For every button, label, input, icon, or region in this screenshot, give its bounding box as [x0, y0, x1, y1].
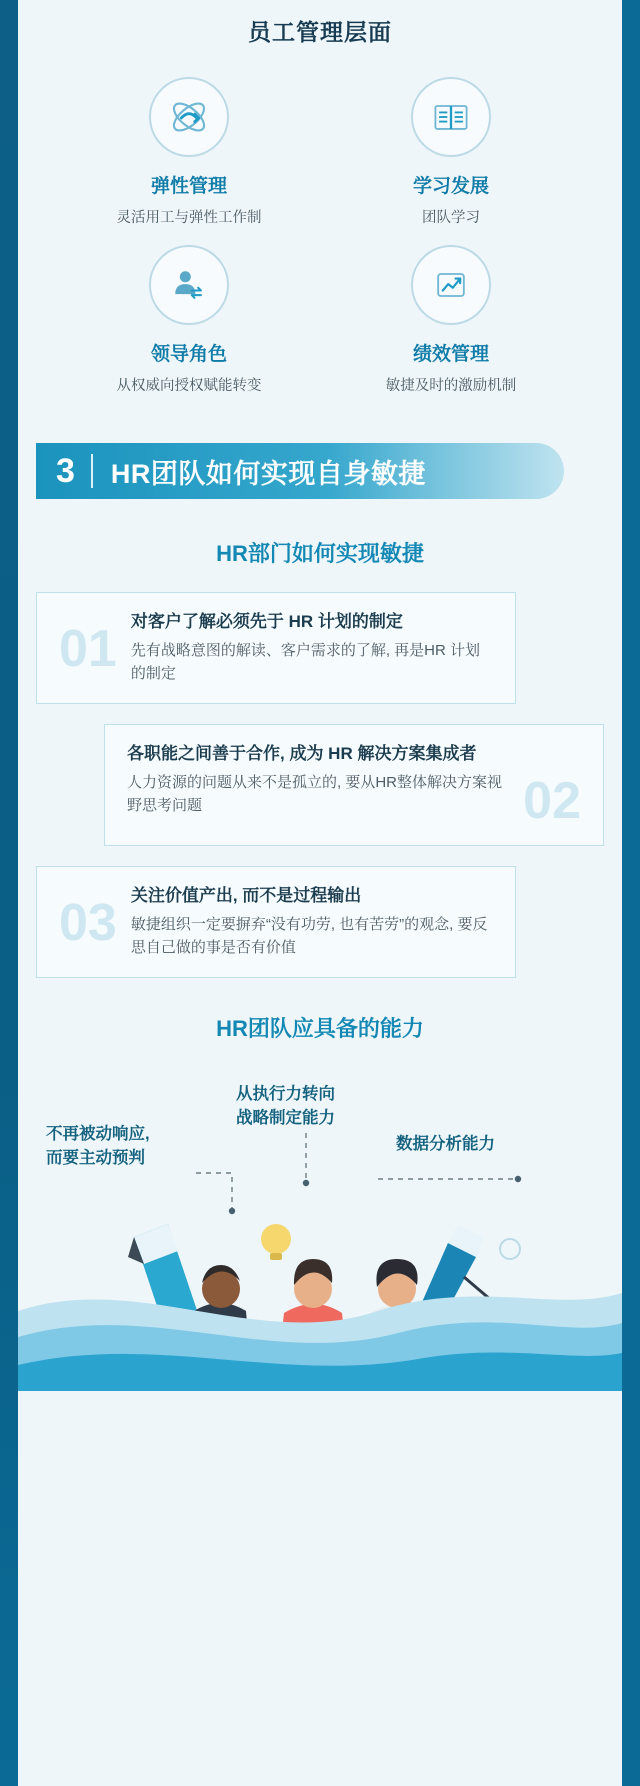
flexible-cycle-icon	[149, 77, 229, 157]
chapter-banner	[36, 443, 564, 499]
card-number: 02	[523, 772, 581, 830]
person-transfer-icon	[149, 245, 229, 325]
feature-item-learning	[320, 77, 582, 227]
employee-management-section	[18, 0, 622, 395]
feature-desc: 敏捷及时的激励机制	[385, 378, 517, 394]
callout-data-analysis: 数据分析能力	[396, 1135, 495, 1153]
feature-desc: 团队学习	[422, 210, 480, 226]
feature-desc: 灵活用工与弹性工作制	[116, 210, 262, 226]
section-title: 员工管理层面	[248, 19, 392, 45]
chart-growth-icon	[411, 245, 491, 325]
card-number: 03	[59, 894, 117, 952]
feature-title: 学习发展	[412, 176, 489, 197]
feature-item-flexible	[58, 77, 320, 227]
card-desc: 先有战略意图的解读、客户需求的了解, 再是HR 计划的制定	[130, 641, 481, 682]
card-02	[104, 724, 604, 846]
abilities-illustration	[18, 1061, 622, 1391]
callout-strategy: 从执行力转向 战略制定能力	[236, 1085, 335, 1127]
chapter-title: HR团队如何实现自身敏捷	[110, 458, 426, 489]
left-accent-bar	[0, 0, 18, 1786]
subsection-heading: HR部门如何实现敏捷	[216, 541, 424, 566]
card-title: 各职能之间善于合作, 成为 HR 解决方案集成者	[127, 744, 477, 763]
feature-desc: 从权威向授权赋能转变	[116, 378, 262, 394]
card-number: 01	[59, 620, 117, 678]
feature-title: 弹性管理	[150, 176, 227, 197]
feature-grid	[18, 77, 622, 395]
feature-item-performance	[320, 245, 582, 395]
wave-decoration	[18, 1241, 622, 1391]
card-title: 对客户了解必须先于 HR 计划的制定	[130, 612, 403, 631]
card-03	[36, 866, 516, 978]
abilities-heading: HR团队应具备的能力	[216, 1016, 424, 1041]
infographic-page	[18, 0, 622, 1786]
card-desc: 人力资源的问题从来不是孤立的, 要从HR整体解决方案视野思考问题	[127, 773, 503, 814]
chapter-number: 3	[56, 452, 75, 490]
card-title: 关注价值产出, 而不是过程输出	[130, 886, 362, 905]
feature-title: 领导角色	[150, 344, 227, 365]
feature-title: 绩效管理	[412, 344, 489, 365]
card-01	[36, 592, 516, 704]
callout-proactive: 不再被动响应, 而要主动预判	[46, 1125, 150, 1167]
numbered-card-list	[18, 592, 622, 978]
card-desc: 敏捷组织一定要摒弃“没有功劳, 也有苦劳”的观念, 要反思自己做的事是否有价值	[130, 915, 488, 956]
feature-item-leadership	[58, 245, 320, 395]
open-book-icon	[411, 77, 491, 157]
